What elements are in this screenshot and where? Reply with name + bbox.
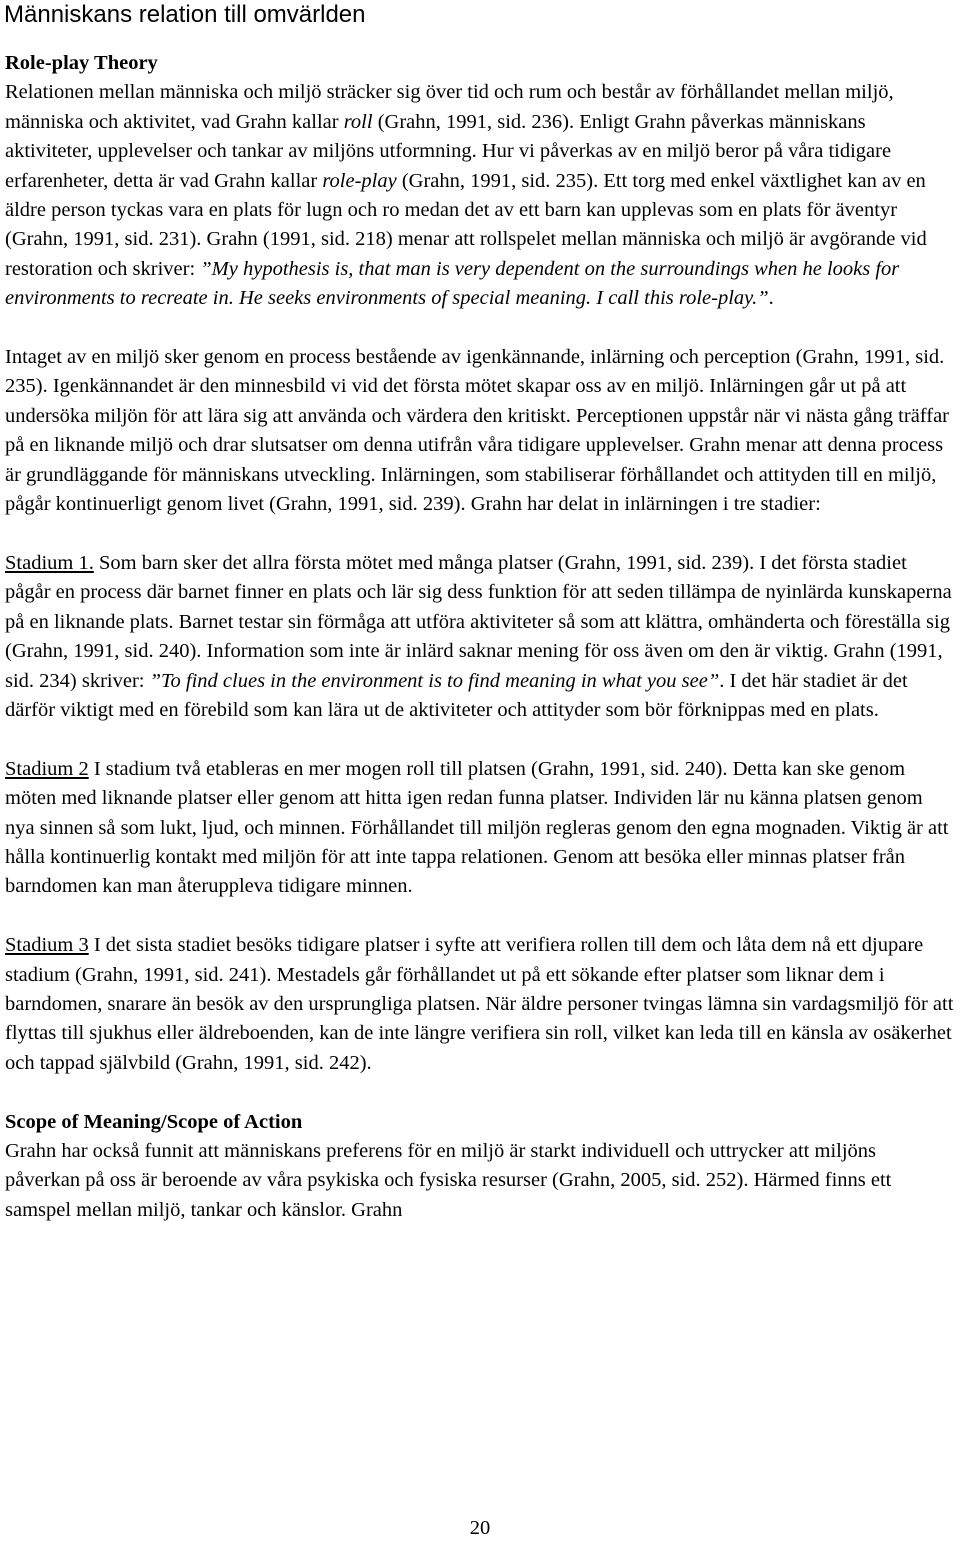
paragraph-stage-2 xyxy=(5,755,955,902)
paragraph-scope-intro: Grahn har också funnit att människans preferens för en miljö är starkt individuell och uttrycker att miljöns påverkan på oss är beroende av våra psykiska och fysiska resurser (Grahn, 2005, sid. 252). Härmed finns ett samspel mellan miljö, tankar och känslor. Grahn xyxy=(5,1139,892,1221)
text-run: Relationen mellan människa och miljö sträcker sig över tid och rum och består av förhållandet mellan miljö, människa och aktivitet, vad Grahn kallar xyxy=(5,81,894,133)
text-run: . I det här stadiet är det därför viktigt med en förebild som kan lära ut de aktiviteter och attityder som bör förknippas med en plats. xyxy=(5,669,908,721)
paragraph-gap xyxy=(5,314,955,343)
stage-label-1: Stadium 1. xyxy=(5,551,94,574)
text-run: (Grahn, 1991, sid. 236). Enligt Grahn påverkas människans aktiviteter, upplevelser och tankar av miljöns utformning. Hur vi påverkas av en miljö beror på våra tidigare erfarenheter, detta är vad Grahn kallar xyxy=(5,110,892,192)
page-content xyxy=(5,49,955,1225)
stage-label-2: Stadium 2 xyxy=(5,757,89,780)
paragraph-stage-3 xyxy=(5,931,955,1078)
running-header: Människans relation till omvärlden xyxy=(4,1,366,28)
italic-term-roll: roll xyxy=(343,110,373,133)
italic-quote-hypothesis: ”My hypothesis is, that man is very dependent on the surroundings when he looks for environments to recreate in. He seeks environments of special meaning. I call this role-play.” xyxy=(5,257,900,310)
section-heading-role-play: Role-play Theory xyxy=(5,52,158,74)
stage-label-3: Stadium 3 xyxy=(5,934,89,957)
paragraph-gap xyxy=(5,519,955,548)
text-run: I det sista stadiet besöks tidigare platser i syfte att verifiera rollen till dem och låta dem nå ett djupare stadium (Grahn, 1991, sid. 241). Mestadels går förhållandet ut på ett sökande efter platser som liknar dem i barndomen, snarare än besök av den ursprungliga platsen. När äldre personer tvingas lämna sin vardagsmiljö för att flyttas till sjukhus eller äldreboenden, kan de inte längre verifiera sin roll, vilket kan leda till en känsla av osäkerhet och tappad självbild (Grahn, 1991, sid. 242). xyxy=(5,934,954,1074)
text-run: Som barn sker det allra första mötet med många platser (Grahn, 1991, sid. 239). I det första stadiet pågår en process där barnet finner en plats och lär sig dess funktion för att seden tillämpa de nyinlärda kunskaperna på en liknande plats. Barnet testar sin förmåga att utföra aktiviteter så som att klättra, omhänderta och föreställa sig (Grahn, 1991, sid. 240). Information som inte är inlärd saknar mening för oss även om den är viktig. Grahn (1991, sid. 234) skriver: xyxy=(5,551,952,692)
section-heading-scope: Scope of Meaning/Scope of Action xyxy=(5,1110,303,1133)
italic-quote-clues: ”To find clues in the environment is to find meaning in what you see” xyxy=(149,669,720,692)
text-run: I stadium två etableras en mer mogen roll till platsen (Grahn, 1991, sid. 240). Detta kan ske genom möten med liknande platser eller genom att hitta igen redan funna platser. Individen lär nu känna platsen genom nya sinnen så som lukt, ljud, och minnen. Förhållandet till miljön regleras genom den egna mognaden. Viktig är att hålla kontinuerlig kontakt med miljön för att inte tappa relationen. Genom att besöka eller minnas platser från barndomen kan man återuppleva tidigare minnen. xyxy=(5,757,949,898)
paragraph-gap xyxy=(5,1078,955,1107)
paragraph-gap xyxy=(5,902,955,931)
paragraph-role-play-intro xyxy=(5,78,955,313)
page-number: 20 xyxy=(469,1517,491,1539)
paragraph-gap xyxy=(5,725,955,754)
text-run: (Grahn, 1991, sid. 235). Ett torg med enkel växtlighet kan av en äldre person tyckas vara en plats för lugn och ro medan det av ett barn kan upplevas som en plats för äventyr (Grahn, 1991, sid. 231). Grahn (1991, sid. 218) menar att rollspelet mellan människa och miljö är avgörande vid restoration och skriver: xyxy=(5,169,927,280)
paragraph-learning-process: Intaget av en miljö sker genom en process bestående av igenkännande, inlärning och perception (Grahn, 1991, sid. 235). Igenkännandet är den minnesbild vi vid det första mötet skapar oss av en miljö. Inlärningen går ut på att undersöka miljön för att lära sig att använda och värdera den kritiskt. Perceptionen uppstår när vi nästa gång träffar på en liknande miljö och drar slutsatser om denna utifrån våra tidigare upplevelser. Grahn menar att denna process är grundläggande för människans utveckling. Inlärningen, som stabiliserar förhållandet och attityden till en miljö, pågår kontinuerligt genom livet (Grahn, 1991, sid. 239). Grahn har delat in inlärningen i tre stadier: xyxy=(5,346,950,516)
text-run: . xyxy=(768,287,774,310)
paragraph-stage-1 xyxy=(5,549,955,725)
italic-term-role-play: role-play xyxy=(322,169,397,192)
